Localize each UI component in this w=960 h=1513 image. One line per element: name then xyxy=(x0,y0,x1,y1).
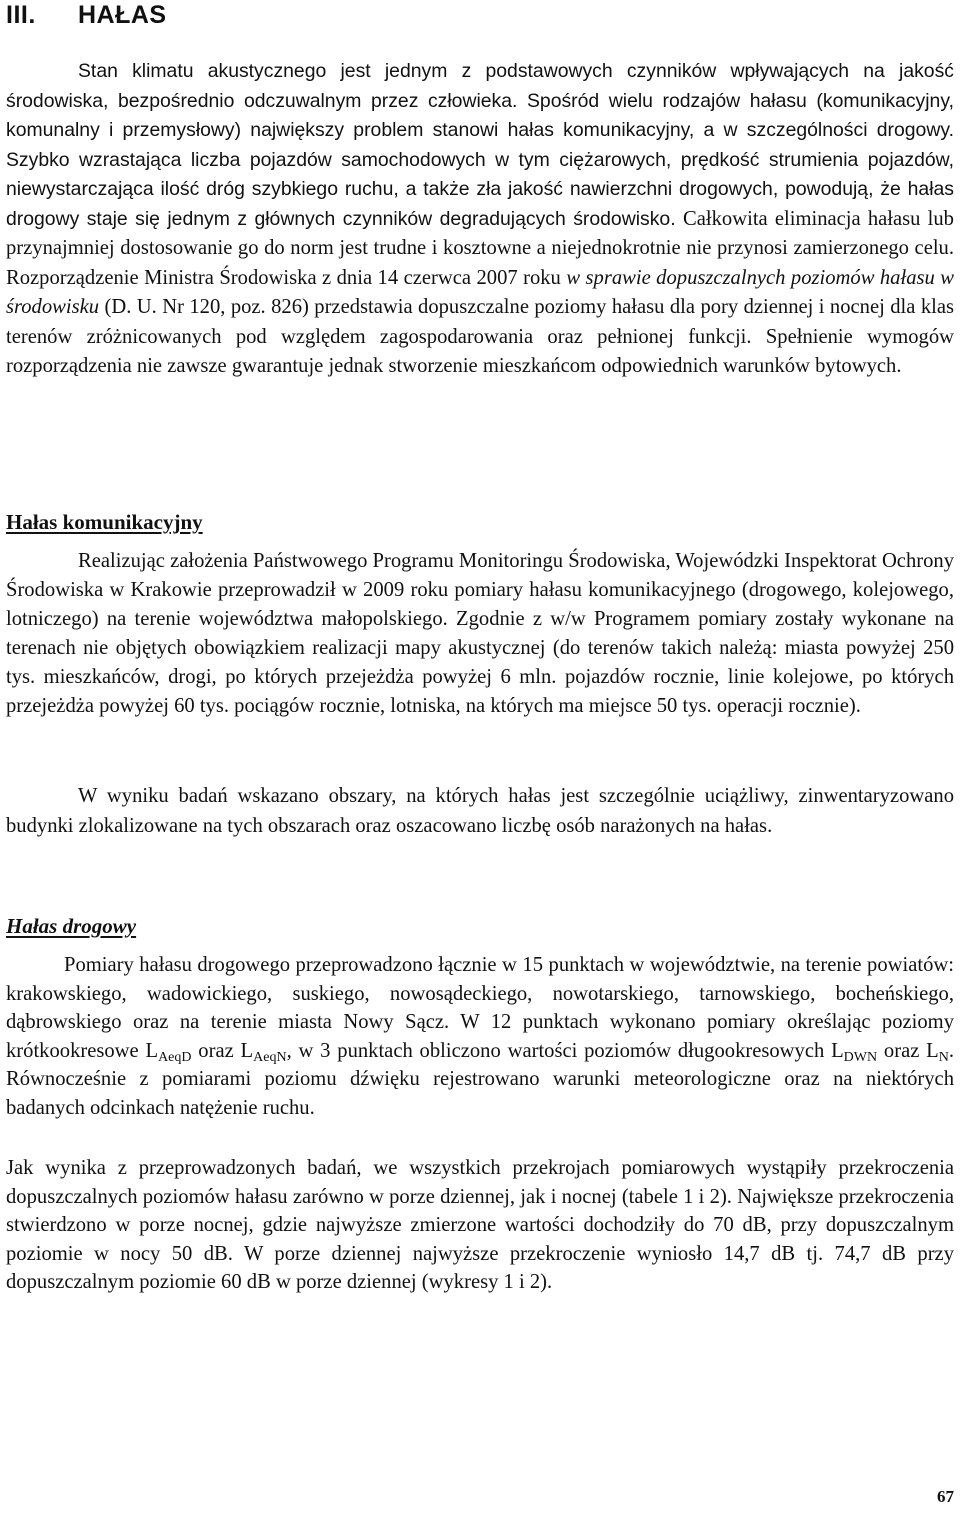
drogowy-text-e: . Równocześnie z pomiarami poziomu dźwięku rejestrowano warunki meteorologiczne oraz na niektórych badanych odcinkach natężenie ruchu. xyxy=(6,1039,955,1119)
subscript-aeqn: AeqN xyxy=(253,1049,287,1065)
section-heading-komunikacyjny: Hałas komunikacyjny xyxy=(6,510,203,534)
chapter-number: III. xyxy=(6,1,36,29)
intro-paragraph xyxy=(6,57,954,382)
drogowy-paragraph-2: Jak wynika z przeprowadzonych badań, we wszystkich przekrojach pomiarowych wystąpiły przekroczenia dopuszczalnych poziomów hałasu zarówno w porze dziennej, jak i nocnej (tabele 1 i 2). Największe przekroczenia stwierdzono w porze nocnej, gdzie najwyższe zmierzone wartości dochodziły do 70 dB, przy dopuszczalnym poziomie w nocy 50 dB. W porze dziennej najwyższe przekroczenie wyniosło 14,7 dB tj. 74,7 dB przy dopuszczalnym poziomie 60 dB w porze dziennej (wykresy 1 i 2). xyxy=(6,1157,954,1294)
subscript-aeqd: AeqD xyxy=(158,1049,192,1065)
drogowy-text-d: oraz L xyxy=(877,1039,939,1062)
intro-text-3: (D. U. Nr 120, poz. 826) przedstawia dopuszczalne poziomy hałasu dla pory dziennej i nocnej dla klas terenów zróżnicowanych pod względem zagospodarowania oraz pełnionej funkcji. Spełnienie wymogów rozporządzenia nie zawsze gwarantuje jednak stworzenie mieszkańcom odpowiednich warunków bytowych. xyxy=(6,296,954,377)
komunikacyjny-paragraph-2: W wyniku badań wskazano obszary, na których hałas jest szczególnie uciążliwy, zinwentaryzowano budynki zlokalizowane na tych obszarach oraz oszacowano liczbę osób narażonych na hałas. xyxy=(6,785,954,837)
drogowy-paragraph-1 xyxy=(6,951,954,1123)
drogowy-text-c: , w 3 punktach obliczono wartości poziomów długookresowych L xyxy=(286,1039,844,1062)
chapter-title: HAŁAS xyxy=(78,1,167,29)
regulation-title: w sprawie dopuszczalnych poziomów hałasu w środowisku xyxy=(6,266,954,318)
subscript-n: N xyxy=(938,1049,949,1065)
subscript-dwn: DWN xyxy=(843,1049,878,1065)
chapter-heading xyxy=(6,0,167,30)
drogowy-text-b: oraz L xyxy=(191,1039,254,1062)
intro-text-2: Całkowita eliminacja hałasu lub przynajmniej dostosowanie go do norm jest trudne i kosztowne a niejednokrotnie nie przynosi zamierzonego celu. Rozporządzenie Ministra Środowiska z dnia 14 czerwca 2007 roku xyxy=(6,207,954,289)
intro-text-1: Stan klimatu akustycznego jest jednym z podstawowych czynników wpływających na jakość środowiska, bezpośrednio odczuwalnym przez człowieka. Spośród wielu rodzajów hałasu (komunikacyjny, komunalny i przemysłowy) największy problem stanowi hałas komunikacyjny, a w szczególności drogowy. Szybko wzrastająca liczba pojazdów samochodowych w tym ciężarowych, prędkość strumienia pojazdów, niewystarczająca ilość dróg szybkiego ruchu, a także zła jakość nawierzchni drogowych, powodują, że hałas drogowy staje się jednym z głównych czynników degradujących środowisko. xyxy=(6,60,954,230)
komunikacyjny-paragraph-1: Realizując założenia Państwowego Programu Monitoringu Środowiska, Wojewódzki Inspektorat Ochrony Środowiska w Krakowie przeprowadził w 2009 roku pomiary hałasu komunikacyjnego (drogowego, kolejowego, lotniczego) na terenie województwa małopolskiego. Zgodnie z w/w Programem pomiary zostały wykonane na terenach nie objętych obowiązkiem realizacji mapy akustycznej (do terenów takich należą: miasta powyżej 250 tys. mieszkańców, drogi, po których przejeżdża powyżej 6 mln. pojazdów rocznie, linie kolejowe, po których przejeżdża powyżej 60 tys. pociągów rocznie, lotniska, na których ma miejsce 50 tys. operacji rocznie). xyxy=(6,550,954,718)
drogowy-text-a: Pomiary hałasu drogowego przeprowadzono łącznie w 15 punktach w województwie, na terenie powiatów: krakowskiego, wadowickiego, suskiego, nowosądeckiego, nowotarskiego, tarnowskiego, bocheńskiego, dąbrowskiego oraz na terenie miasta Nowy Sącz. W 12 punktach wykonano pomiary określając poziomy krótkookresowe L xyxy=(6,954,954,1062)
section-heading-drogowy: Hałas drogowy xyxy=(6,914,137,938)
page-number: 67 xyxy=(937,1487,954,1506)
